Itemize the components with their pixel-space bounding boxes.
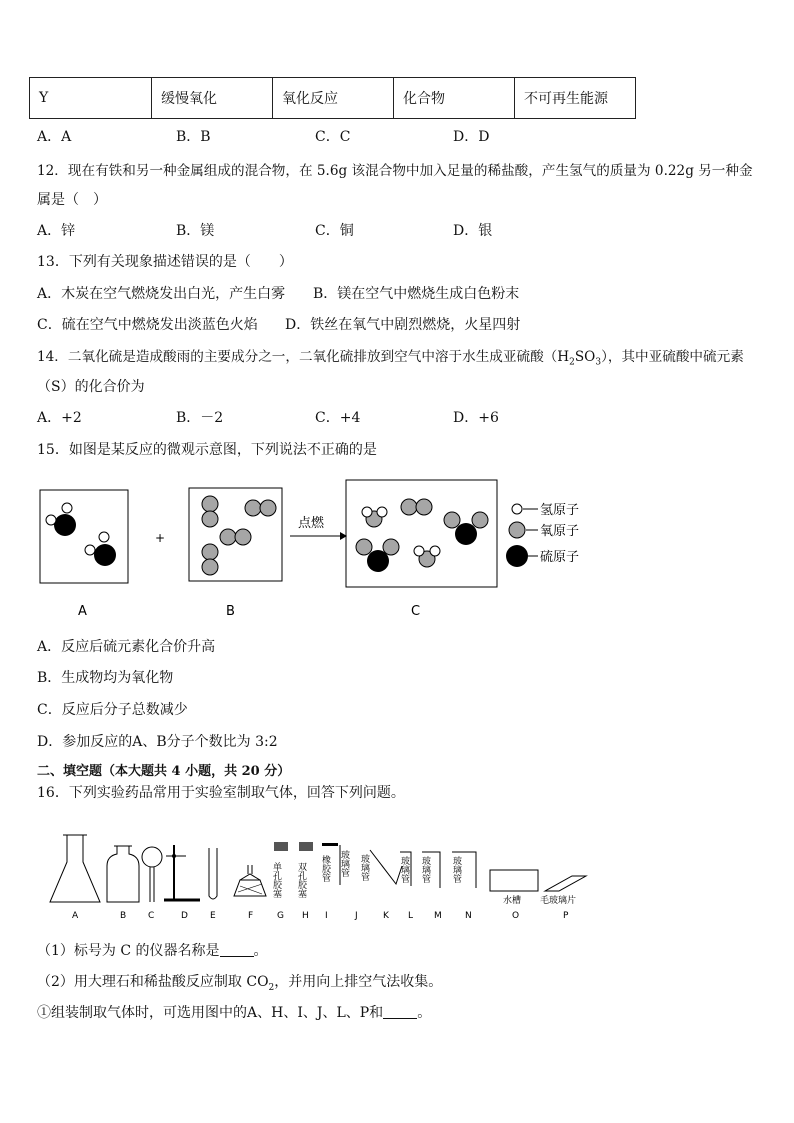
q13-stem: 13．下列有关现象描述错误的是（ ） bbox=[37, 254, 293, 270]
q16-sub3 bbox=[37, 1002, 431, 1022]
plus-sign: + bbox=[155, 531, 166, 545]
q13-option-b: B．镁在空气中燃烧生成白色粉末 bbox=[313, 286, 520, 302]
table-cell: 不可再生能源 bbox=[515, 78, 636, 119]
table-cell: 氧化反应 bbox=[273, 78, 394, 119]
q14-option-a: A．+2 bbox=[37, 410, 82, 426]
reaction-diagram bbox=[0, 470, 794, 625]
apparatus-letter: K bbox=[383, 911, 389, 921]
q15-option-a: A．反应后硫元素化合价升高 bbox=[37, 639, 216, 655]
legend-oxygen-label: 氧原子 bbox=[540, 524, 580, 539]
apparatus-letter: N bbox=[465, 911, 472, 921]
apparatus-letter: P bbox=[563, 911, 569, 921]
q16-stem: 16．下列实验药品常用于实验室制取气体，回答下列问题。 bbox=[37, 785, 405, 801]
apparatus-text-m: 玻璃管 bbox=[420, 856, 430, 883]
oxygen-atom bbox=[202, 511, 218, 527]
apparatus-letter: C bbox=[148, 911, 155, 921]
legend-hydrogen-icon bbox=[512, 504, 522, 514]
q12-stem-line1: 12．现在有铁和另一种金属组成的混合物，在 5.6g 该混合物中加入足量的稀盐酸，产生氢气的质量为 0.22g 另一种金 bbox=[37, 163, 753, 179]
q14-text-mid: SO bbox=[574, 349, 596, 365]
apparatus-letter: E bbox=[210, 911, 216, 921]
q13-option-d: D．铁丝在氧气中剧烈燃烧，火星四射 bbox=[285, 317, 521, 333]
apparatus-letter: I bbox=[325, 911, 328, 921]
legend-hydrogen-label: 氢原子 bbox=[540, 503, 580, 518]
classification-table bbox=[29, 77, 636, 119]
q14-option-c: C．+4 bbox=[315, 410, 361, 426]
table-cell: 化合物 bbox=[394, 78, 515, 119]
q12-stem-line2: 属是（ ） bbox=[37, 192, 107, 208]
q16-sub2-text: （2）用大理石和稀盐酸反应制取 CO bbox=[37, 974, 269, 990]
q14-text-b: ），其中亚硫酸中硫元素 bbox=[601, 349, 744, 365]
glass-plate-icon bbox=[545, 876, 586, 891]
q14-option-d: D．+6 bbox=[453, 410, 499, 426]
apparatus-text-l: 玻璃管 bbox=[399, 856, 409, 883]
box-a bbox=[40, 490, 128, 583]
apparatus-letter: F bbox=[248, 911, 254, 921]
double-hole-stopper-icon bbox=[299, 842, 313, 851]
oxygen-atom bbox=[356, 539, 372, 555]
apparatus-letter: A bbox=[72, 911, 79, 921]
legend-sulfur-label: 硫原子 bbox=[540, 550, 580, 565]
apparatus-letter: D bbox=[181, 911, 188, 921]
box-label-c: C bbox=[411, 604, 421, 619]
q11-option-d: D．D bbox=[453, 129, 490, 145]
apparatus-letter: M bbox=[434, 911, 442, 921]
oxygen-atom bbox=[202, 559, 218, 575]
hydrogen-atom bbox=[377, 507, 387, 517]
hydrogen-atom bbox=[62, 503, 72, 513]
conical-flask-icon bbox=[50, 835, 100, 902]
q14-option-b: B．－2 bbox=[176, 410, 224, 426]
oxygen-atom bbox=[401, 499, 417, 515]
sulfur-atom bbox=[54, 514, 76, 536]
box-label-a: A bbox=[78, 604, 87, 619]
answer-blank[interactable] bbox=[220, 942, 254, 957]
q16-sub3-end: 。 bbox=[417, 1005, 432, 1021]
apparatus-text-k: 玻璃管 bbox=[359, 854, 369, 881]
hydrogen-atom bbox=[414, 546, 424, 556]
bent-tube-icon bbox=[370, 850, 402, 884]
apparatus-text-i: 橡胶管 bbox=[320, 855, 330, 882]
oxygen-atom bbox=[260, 500, 276, 516]
q12-option-b: B．镁 bbox=[176, 223, 215, 239]
legend-oxygen-icon bbox=[509, 522, 525, 538]
table-row bbox=[30, 78, 636, 119]
oxygen-atom bbox=[245, 500, 261, 516]
reagent-bottle-icon bbox=[107, 846, 139, 902]
answer-blank[interactable] bbox=[383, 1004, 417, 1019]
q16-sub1-end: 。 bbox=[253, 943, 268, 959]
hydrogen-atom bbox=[430, 546, 440, 556]
q14-sub-1: 2 bbox=[569, 357, 575, 368]
q12-option-a: A．锌 bbox=[37, 223, 76, 239]
table-cell: Y bbox=[30, 78, 152, 119]
funnel-icon bbox=[142, 847, 162, 867]
q16-sub1-text: （1）标号为 C 的仪器名称是 bbox=[37, 943, 220, 959]
single-hole-stopper-icon bbox=[274, 842, 288, 851]
q13-option-c: C．硫在空气中燃烧发出淡蓝色火焰 bbox=[37, 317, 258, 333]
q14-text-a: 14．二氧化硫是造成酸雨的主要成分之一，二氧化硫排放到空气中溶于水生成亚硫酸（H bbox=[37, 349, 570, 365]
oxygen-atom bbox=[202, 544, 218, 560]
q16-sub1 bbox=[37, 940, 268, 960]
q12-option-d: D．银 bbox=[453, 223, 493, 239]
apparatus-text-g: 单孔胶塞 bbox=[271, 862, 281, 898]
table-cell: 缓慢氧化 bbox=[152, 78, 273, 119]
arrow-label: 点燃 bbox=[298, 516, 325, 531]
q15-stem: 15．如图是某反应的微观示意图，下列说法不正确的是 bbox=[37, 442, 377, 458]
apparatus-letter: H bbox=[302, 911, 309, 921]
q16-sub2 bbox=[37, 971, 442, 993]
legend-sulfur-icon bbox=[506, 545, 528, 567]
oxygen-atom bbox=[472, 512, 488, 528]
sulfur-atom bbox=[94, 544, 116, 566]
rubber-tube-icon bbox=[322, 843, 338, 846]
water-trough-icon bbox=[490, 870, 538, 891]
oxygen-atom bbox=[444, 512, 460, 528]
q11-option-b: B．B bbox=[176, 129, 211, 145]
q11-option-a: A．A bbox=[37, 129, 72, 145]
box-label-b: B bbox=[226, 604, 235, 619]
hydrogen-atom bbox=[362, 507, 372, 517]
q15-option-d: D．参加反应的A、B分子个数比为 3:2 bbox=[37, 734, 278, 750]
section-title: 二、填空题（本大题共 4 小题，共 20 分） bbox=[37, 764, 291, 779]
hydrogen-atom bbox=[99, 532, 109, 542]
q11-option-c: C．C bbox=[315, 129, 351, 145]
apparatus-letter: B bbox=[120, 911, 127, 921]
test-tube-icon bbox=[209, 848, 217, 899]
apparatus-letter: L bbox=[408, 911, 414, 921]
q14-sub-2: 3 bbox=[595, 357, 602, 368]
q16-sub2-subscript: 2 bbox=[268, 982, 275, 993]
q14-stem-line2: （S）的化合价为 bbox=[37, 379, 145, 395]
apparatus-diagram bbox=[0, 810, 794, 925]
hydrogen-atom bbox=[46, 515, 56, 525]
apparatus-letter: J bbox=[355, 911, 358, 921]
oxygen-atom bbox=[383, 539, 399, 555]
apparatus-letter: G bbox=[277, 911, 284, 921]
apparatus-text-p: 毛玻璃片 bbox=[540, 896, 577, 906]
oxygen-atom bbox=[416, 499, 432, 515]
q15-option-b: B．生成物均为氧化物 bbox=[37, 670, 174, 686]
apparatus-text-j: 玻璃管 bbox=[339, 850, 349, 877]
hydrogen-atom bbox=[85, 545, 95, 555]
oxygen-atom bbox=[235, 529, 251, 545]
q13-option-a: A．木炭在空气燃烧发出白光，产生白雾 bbox=[37, 286, 286, 302]
apparatus-text-h: 双孔胶塞 bbox=[296, 862, 306, 898]
q16-sub2-end: ，并用向上排空气法收集。 bbox=[274, 974, 443, 990]
apparatus-letter: O bbox=[512, 911, 520, 921]
sulfur-atom bbox=[455, 523, 477, 545]
oxygen-atom bbox=[202, 496, 218, 512]
apparatus-text-o: 水槽 bbox=[503, 896, 522, 906]
q16-sub3-text: ①组装制取气体时，可选用图中的A、H、I、J、L、P和 bbox=[37, 1005, 384, 1021]
q15-option-c: C．反应后分子总数减少 bbox=[37, 702, 188, 718]
q14-stem-line1 bbox=[37, 345, 744, 368]
q12-option-c: C．铜 bbox=[315, 223, 354, 239]
apparatus-text-n: 玻璃管 bbox=[451, 856, 461, 883]
oxygen-atom bbox=[220, 529, 236, 545]
